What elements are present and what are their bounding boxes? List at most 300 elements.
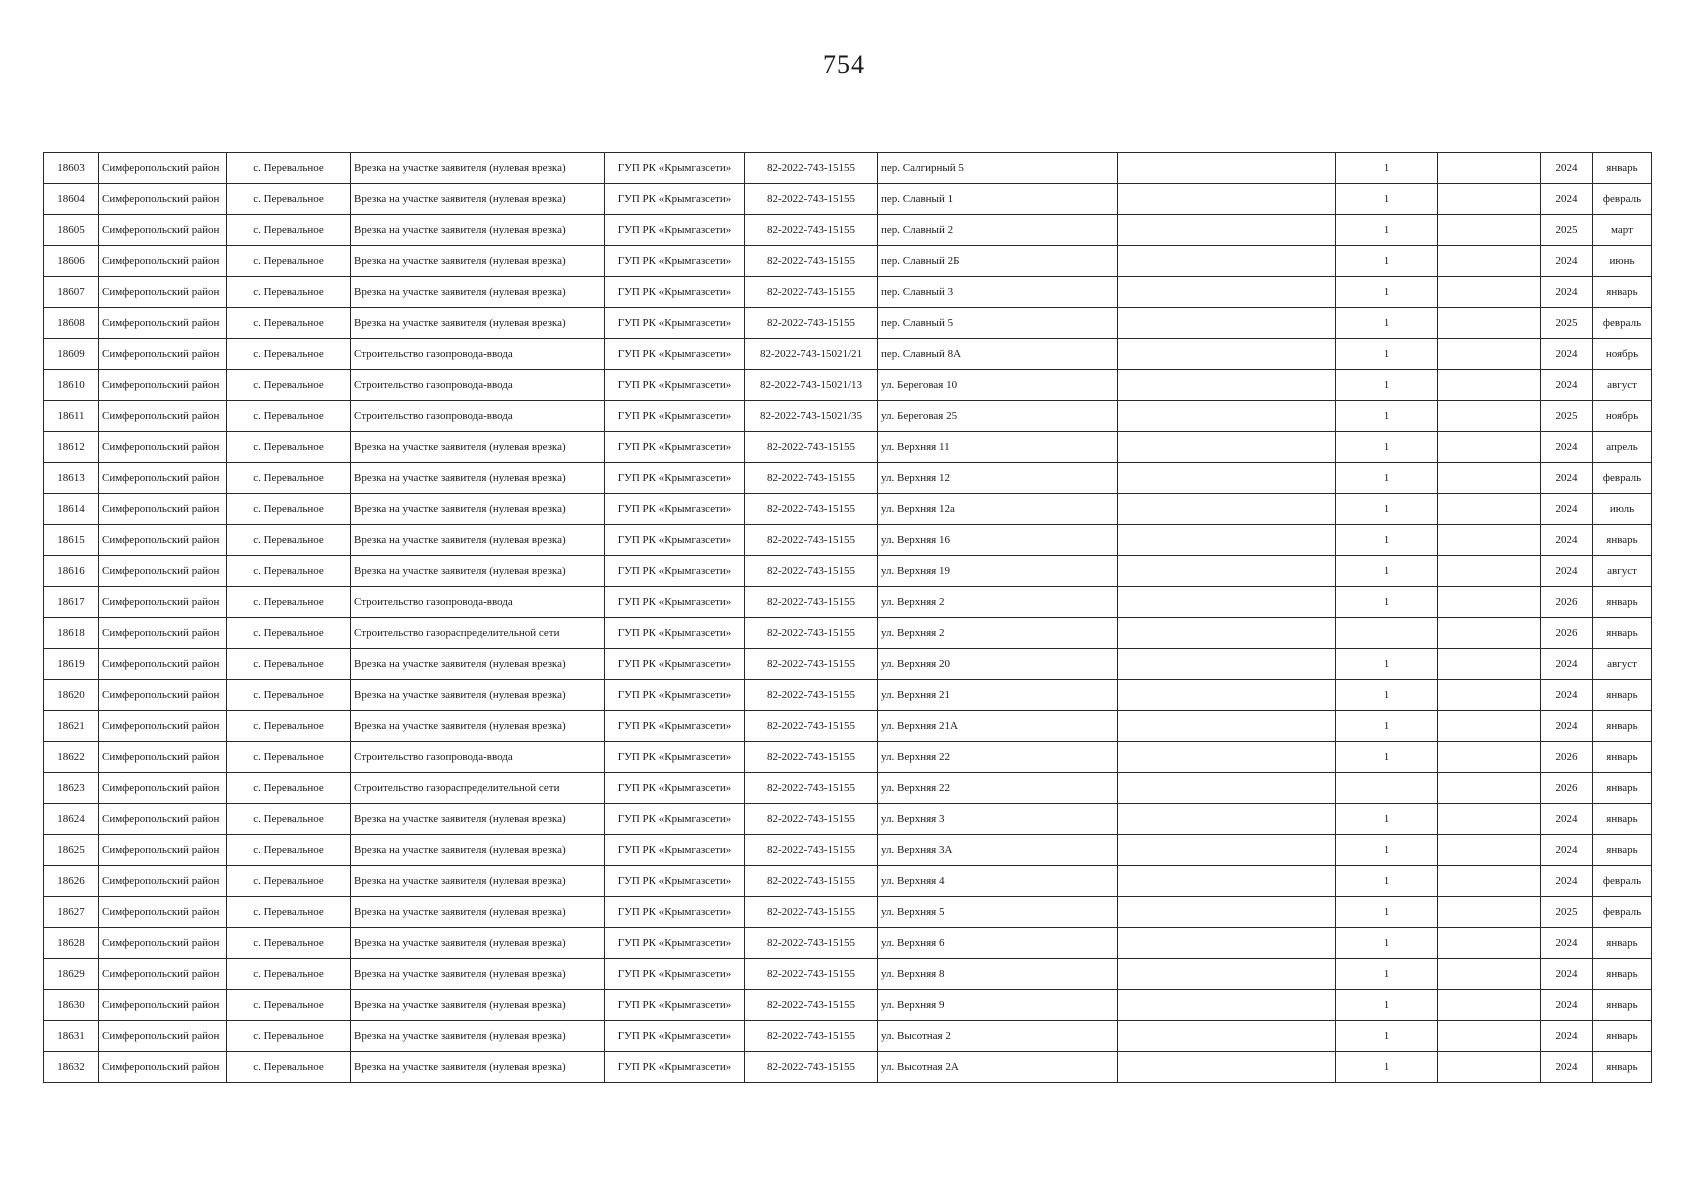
cell-count: 1 <box>1336 246 1438 277</box>
cell-document-number: 82-2022-743-15155 <box>745 494 878 525</box>
cell-work-type: Врезка на участке заявителя (нулевая врезка) <box>351 711 605 742</box>
cell-document-number: 82-2022-743-15155 <box>745 277 878 308</box>
cell-month: январь <box>1593 680 1652 711</box>
cell-work-type: Врезка на участке заявителя (нулевая врезка) <box>351 897 605 928</box>
cell-work-type: Строительство газопровода-ввода <box>351 742 605 773</box>
cell-locality: с. Перевальное <box>227 649 351 680</box>
cell-empty <box>1118 494 1336 525</box>
cell-empty <box>1118 153 1336 184</box>
cell-number: 18625 <box>44 835 99 866</box>
cell-organization: ГУП РК «Крымгазсети» <box>605 680 745 711</box>
cell-organization: ГУП РК «Крымгазсети» <box>605 246 745 277</box>
cell-work-type: Строительство газораспределительной сети <box>351 773 605 804</box>
cell-number: 18623 <box>44 773 99 804</box>
cell-number: 18605 <box>44 215 99 246</box>
cell-document-number: 82-2022-743-15155 <box>745 153 878 184</box>
cell-address: ул. Верхняя 11 <box>878 432 1118 463</box>
cell-organization: ГУП РК «Крымгазсети» <box>605 463 745 494</box>
cell-number: 18609 <box>44 339 99 370</box>
cell-organization: ГУП РК «Крымгазсети» <box>605 1052 745 1083</box>
cell-locality: с. Перевальное <box>227 742 351 773</box>
cell-document-number: 82-2022-743-15155 <box>745 959 878 990</box>
cell-month: январь <box>1593 587 1652 618</box>
cell-empty <box>1118 711 1336 742</box>
cell-district: Симферопольский район <box>99 184 227 215</box>
cell-empty <box>1118 835 1336 866</box>
cell-district: Симферопольский район <box>99 401 227 432</box>
cell-document-number: 82-2022-743-15155 <box>745 215 878 246</box>
cell-year: 2024 <box>1541 370 1593 401</box>
cell-empty <box>1438 959 1541 990</box>
cell-district: Симферопольский район <box>99 463 227 494</box>
cell-count: 1 <box>1336 184 1438 215</box>
cell-district: Симферопольский район <box>99 618 227 649</box>
cell-document-number: 82-2022-743-15155 <box>745 742 878 773</box>
cell-empty <box>1438 1052 1541 1083</box>
cell-empty <box>1438 432 1541 463</box>
cell-document-number: 82-2022-743-15155 <box>745 463 878 494</box>
cell-month: январь <box>1593 277 1652 308</box>
cell-document-number: 82-2022-743-15155 <box>745 711 878 742</box>
cell-month: август <box>1593 556 1652 587</box>
cell-address: ул. Верхняя 8 <box>878 959 1118 990</box>
cell-locality: с. Перевальное <box>227 308 351 339</box>
cell-district: Симферопольский район <box>99 866 227 897</box>
cell-locality: с. Перевальное <box>227 711 351 742</box>
table-row <box>44 525 1652 556</box>
cell-month: январь <box>1593 804 1652 835</box>
cell-organization: ГУП РК «Крымгазсети» <box>605 649 745 680</box>
cell-organization: ГУП РК «Крымгазсети» <box>605 401 745 432</box>
cell-district: Симферопольский район <box>99 153 227 184</box>
cell-district: Симферопольский район <box>99 277 227 308</box>
cell-empty <box>1438 711 1541 742</box>
cell-count: 1 <box>1336 370 1438 401</box>
cell-empty <box>1118 990 1336 1021</box>
cell-organization: ГУП РК «Крымгазсети» <box>605 897 745 928</box>
cell-document-number: 82-2022-743-15155 <box>745 184 878 215</box>
cell-organization: ГУП РК «Крымгазсети» <box>605 339 745 370</box>
registry-table <box>43 152 1652 1083</box>
cell-locality: с. Перевальное <box>227 773 351 804</box>
cell-address: ул. Высотная 2 <box>878 1021 1118 1052</box>
cell-year: 2024 <box>1541 804 1593 835</box>
cell-district: Симферопольский район <box>99 215 227 246</box>
cell-address: пер. Славный 1 <box>878 184 1118 215</box>
table-row <box>44 649 1652 680</box>
cell-empty <box>1118 246 1336 277</box>
cell-document-number: 82-2022-743-15155 <box>745 618 878 649</box>
cell-empty <box>1118 618 1336 649</box>
cell-address: ул. Верхняя 21 <box>878 680 1118 711</box>
cell-locality: с. Перевальное <box>227 618 351 649</box>
cell-empty <box>1438 246 1541 277</box>
cell-locality: с. Перевальное <box>227 556 351 587</box>
cell-work-type: Врезка на участке заявителя (нулевая врезка) <box>351 866 605 897</box>
table-row <box>44 556 1652 587</box>
cell-work-type: Врезка на участке заявителя (нулевая врезка) <box>351 215 605 246</box>
cell-locality: с. Перевальное <box>227 215 351 246</box>
cell-locality: с. Перевальное <box>227 525 351 556</box>
table-row <box>44 463 1652 494</box>
cell-year: 2024 <box>1541 494 1593 525</box>
cell-organization: ГУП РК «Крымгазсети» <box>605 866 745 897</box>
cell-month: январь <box>1593 711 1652 742</box>
cell-month: январь <box>1593 959 1652 990</box>
cell-locality: с. Перевальное <box>227 897 351 928</box>
cell-year: 2024 <box>1541 1052 1593 1083</box>
cell-address: ул. Верхняя 16 <box>878 525 1118 556</box>
cell-number: 18630 <box>44 990 99 1021</box>
cell-empty <box>1438 277 1541 308</box>
table-row <box>44 401 1652 432</box>
cell-locality: с. Перевальное <box>227 370 351 401</box>
cell-work-type: Строительство газопровода-ввода <box>351 587 605 618</box>
cell-document-number: 82-2022-743-15155 <box>745 587 878 618</box>
cell-empty <box>1438 990 1541 1021</box>
cell-month: март <box>1593 215 1652 246</box>
cell-count: 1 <box>1336 463 1438 494</box>
cell-number: 18631 <box>44 1021 99 1052</box>
cell-empty <box>1438 897 1541 928</box>
table-row <box>44 773 1652 804</box>
cell-work-type: Врезка на участке заявителя (нулевая врезка) <box>351 835 605 866</box>
cell-document-number: 82-2022-743-15155 <box>745 308 878 339</box>
cell-count: 1 <box>1336 928 1438 959</box>
cell-empty <box>1118 308 1336 339</box>
cell-empty <box>1438 928 1541 959</box>
cell-month: ноябрь <box>1593 401 1652 432</box>
cell-count: 1 <box>1336 835 1438 866</box>
table-row <box>44 928 1652 959</box>
cell-year: 2026 <box>1541 742 1593 773</box>
cell-number: 18629 <box>44 959 99 990</box>
cell-empty <box>1438 1021 1541 1052</box>
cell-work-type: Врезка на участке заявителя (нулевая врезка) <box>351 494 605 525</box>
cell-work-type: Врезка на участке заявителя (нулевая врезка) <box>351 463 605 494</box>
cell-work-type: Врезка на участке заявителя (нулевая врезка) <box>351 649 605 680</box>
cell-address: ул. Верхняя 2 <box>878 587 1118 618</box>
cell-year: 2024 <box>1541 680 1593 711</box>
cell-district: Симферопольский район <box>99 432 227 463</box>
cell-organization: ГУП РК «Крымгазсети» <box>605 804 745 835</box>
cell-empty <box>1118 959 1336 990</box>
cell-count <box>1336 773 1438 804</box>
cell-year: 2025 <box>1541 215 1593 246</box>
table-row <box>44 153 1652 184</box>
cell-count: 1 <box>1336 494 1438 525</box>
table-row <box>44 1021 1652 1052</box>
cell-number: 18606 <box>44 246 99 277</box>
cell-count: 1 <box>1336 959 1438 990</box>
page-number: 754 <box>823 50 865 79</box>
cell-address: ул. Высотная 2А <box>878 1052 1118 1083</box>
cell-number: 18622 <box>44 742 99 773</box>
cell-address: ул. Верхняя 3 <box>878 804 1118 835</box>
cell-document-number: 82-2022-743-15021/35 <box>745 401 878 432</box>
cell-year: 2024 <box>1541 835 1593 866</box>
cell-district: Симферопольский район <box>99 587 227 618</box>
cell-number: 18618 <box>44 618 99 649</box>
cell-number: 18632 <box>44 1052 99 1083</box>
cell-empty <box>1438 463 1541 494</box>
cell-address: ул. Верхняя 3А <box>878 835 1118 866</box>
cell-empty <box>1438 680 1541 711</box>
cell-organization: ГУП РК «Крымгазсети» <box>605 308 745 339</box>
cell-empty <box>1438 525 1541 556</box>
cell-empty <box>1118 804 1336 835</box>
cell-empty <box>1118 277 1336 308</box>
cell-empty <box>1118 556 1336 587</box>
cell-number: 18615 <box>44 525 99 556</box>
cell-count: 1 <box>1336 432 1438 463</box>
cell-empty <box>1118 866 1336 897</box>
cell-month: ноябрь <box>1593 339 1652 370</box>
table-row <box>44 370 1652 401</box>
cell-count: 1 <box>1336 680 1438 711</box>
cell-document-number: 82-2022-743-15155 <box>745 835 878 866</box>
cell-number: 18628 <box>44 928 99 959</box>
cell-district: Симферопольский район <box>99 370 227 401</box>
cell-address: ул. Верхняя 2 <box>878 618 1118 649</box>
table-row <box>44 215 1652 246</box>
table-row <box>44 246 1652 277</box>
cell-year: 2024 <box>1541 153 1593 184</box>
cell-month: февраль <box>1593 866 1652 897</box>
cell-empty <box>1118 649 1336 680</box>
cell-district: Симферопольский район <box>99 711 227 742</box>
cell-district: Симферопольский район <box>99 339 227 370</box>
cell-year: 2024 <box>1541 556 1593 587</box>
cell-number: 18613 <box>44 463 99 494</box>
cell-work-type: Врезка на участке заявителя (нулевая врезка) <box>351 990 605 1021</box>
table-row <box>44 277 1652 308</box>
cell-organization: ГУП РК «Крымгазсети» <box>605 277 745 308</box>
cell-document-number: 82-2022-743-15155 <box>745 1052 878 1083</box>
cell-year: 2024 <box>1541 1021 1593 1052</box>
cell-district: Симферопольский район <box>99 680 227 711</box>
cell-count: 1 <box>1336 339 1438 370</box>
cell-empty <box>1118 680 1336 711</box>
cell-organization: ГУП РК «Крымгазсети» <box>605 928 745 959</box>
cell-number: 18608 <box>44 308 99 339</box>
cell-month: август <box>1593 649 1652 680</box>
cell-empty <box>1118 587 1336 618</box>
cell-work-type: Врезка на участке заявителя (нулевая врезка) <box>351 959 605 990</box>
cell-document-number: 82-2022-743-15155 <box>745 432 878 463</box>
cell-empty <box>1438 494 1541 525</box>
cell-locality: с. Перевальное <box>227 1052 351 1083</box>
cell-count: 1 <box>1336 804 1438 835</box>
table-row <box>44 308 1652 339</box>
cell-number: 18614 <box>44 494 99 525</box>
cell-document-number: 82-2022-743-15021/21 <box>745 339 878 370</box>
cell-empty <box>1118 339 1336 370</box>
cell-count: 1 <box>1336 556 1438 587</box>
cell-address: ул. Верхняя 12а <box>878 494 1118 525</box>
cell-locality: с. Перевальное <box>227 587 351 618</box>
cell-empty <box>1438 153 1541 184</box>
cell-organization: ГУП РК «Крымгазсети» <box>605 184 745 215</box>
cell-count: 1 <box>1336 401 1438 432</box>
cell-count: 1 <box>1336 153 1438 184</box>
cell-count: 1 <box>1336 711 1438 742</box>
cell-document-number: 82-2022-743-15155 <box>745 897 878 928</box>
cell-count: 1 <box>1336 866 1438 897</box>
cell-month: август <box>1593 370 1652 401</box>
cell-district: Симферопольский район <box>99 835 227 866</box>
cell-work-type: Врезка на участке заявителя (нулевая врезка) <box>351 184 605 215</box>
cell-document-number: 82-2022-743-15155 <box>745 804 878 835</box>
cell-district: Симферопольский район <box>99 990 227 1021</box>
cell-address: пер. Славный 3 <box>878 277 1118 308</box>
cell-empty <box>1438 215 1541 246</box>
table-row <box>44 184 1652 215</box>
cell-locality: с. Перевальное <box>227 463 351 494</box>
cell-document-number: 82-2022-743-15021/13 <box>745 370 878 401</box>
cell-empty <box>1438 339 1541 370</box>
cell-locality: с. Перевальное <box>227 246 351 277</box>
cell-year: 2024 <box>1541 959 1593 990</box>
cell-organization: ГУП РК «Крымгазсети» <box>605 711 745 742</box>
cell-count: 1 <box>1336 897 1438 928</box>
cell-number: 18624 <box>44 804 99 835</box>
cell-document-number: 82-2022-743-15155 <box>745 773 878 804</box>
cell-address: ул. Верхняя 9 <box>878 990 1118 1021</box>
cell-document-number: 82-2022-743-15155 <box>745 680 878 711</box>
cell-organization: ГУП РК «Крымгазсети» <box>605 153 745 184</box>
cell-number: 18604 <box>44 184 99 215</box>
cell-organization: ГУП РК «Крымгазсети» <box>605 835 745 866</box>
cell-district: Симферопольский район <box>99 959 227 990</box>
cell-number: 18611 <box>44 401 99 432</box>
cell-document-number: 82-2022-743-15155 <box>745 1021 878 1052</box>
cell-month: февраль <box>1593 897 1652 928</box>
cell-month: июль <box>1593 494 1652 525</box>
cell-empty <box>1438 184 1541 215</box>
cell-empty <box>1118 897 1336 928</box>
cell-work-type: Врезка на участке заявителя (нулевая врезка) <box>351 1021 605 1052</box>
cell-empty <box>1438 401 1541 432</box>
cell-district: Симферопольский район <box>99 246 227 277</box>
table-row <box>44 804 1652 835</box>
cell-district: Симферопольский район <box>99 804 227 835</box>
cell-document-number: 82-2022-743-15155 <box>745 990 878 1021</box>
cell-document-number: 82-2022-743-15155 <box>745 556 878 587</box>
cell-empty <box>1118 773 1336 804</box>
table-row <box>44 711 1652 742</box>
table-row <box>44 835 1652 866</box>
cell-year: 2026 <box>1541 587 1593 618</box>
cell-month: июнь <box>1593 246 1652 277</box>
cell-number: 18610 <box>44 370 99 401</box>
cell-organization: ГУП РК «Крымгазсети» <box>605 587 745 618</box>
cell-locality: с. Перевальное <box>227 494 351 525</box>
cell-work-type: Строительство газопровода-ввода <box>351 370 605 401</box>
table-row <box>44 618 1652 649</box>
cell-organization: ГУП РК «Крымгазсети» <box>605 494 745 525</box>
cell-district: Симферопольский район <box>99 897 227 928</box>
cell-district: Симферопольский район <box>99 928 227 959</box>
cell-year: 2026 <box>1541 618 1593 649</box>
cell-work-type: Строительство газопровода-ввода <box>351 401 605 432</box>
cell-year: 2025 <box>1541 897 1593 928</box>
cell-document-number: 82-2022-743-15155 <box>745 928 878 959</box>
cell-year: 2024 <box>1541 990 1593 1021</box>
cell-year: 2024 <box>1541 184 1593 215</box>
cell-locality: с. Перевальное <box>227 1021 351 1052</box>
cell-month: январь <box>1593 525 1652 556</box>
table-row <box>44 432 1652 463</box>
cell-district: Симферопольский район <box>99 525 227 556</box>
cell-empty <box>1118 184 1336 215</box>
cell-locality: с. Перевальное <box>227 866 351 897</box>
cell-district: Симферопольский район <box>99 649 227 680</box>
table-row <box>44 742 1652 773</box>
cell-work-type: Врезка на участке заявителя (нулевая врезка) <box>351 525 605 556</box>
cell-empty <box>1438 587 1541 618</box>
cell-work-type: Врезка на участке заявителя (нулевая врезка) <box>351 680 605 711</box>
cell-empty <box>1438 308 1541 339</box>
cell-count: 1 <box>1336 990 1438 1021</box>
cell-empty <box>1118 432 1336 463</box>
cell-empty <box>1438 556 1541 587</box>
cell-organization: ГУП РК «Крымгазсети» <box>605 990 745 1021</box>
cell-locality: с. Перевальное <box>227 990 351 1021</box>
cell-organization: ГУП РК «Крымгазсети» <box>605 556 745 587</box>
cell-district: Симферопольский район <box>99 742 227 773</box>
table-body <box>44 153 1652 1083</box>
cell-year: 2024 <box>1541 463 1593 494</box>
cell-address: ул. Верхняя 22 <box>878 773 1118 804</box>
cell-month: январь <box>1593 1052 1652 1083</box>
table-row <box>44 897 1652 928</box>
cell-empty <box>1118 525 1336 556</box>
cell-count: 1 <box>1336 525 1438 556</box>
table-row <box>44 587 1652 618</box>
cell-count: 1 <box>1336 587 1438 618</box>
cell-number: 18619 <box>44 649 99 680</box>
cell-year: 2024 <box>1541 866 1593 897</box>
cell-count: 1 <box>1336 1052 1438 1083</box>
cell-district: Симферопольский район <box>99 1021 227 1052</box>
cell-month: январь <box>1593 153 1652 184</box>
cell-organization: ГУП РК «Крымгазсети» <box>605 432 745 463</box>
cell-empty <box>1438 835 1541 866</box>
cell-number: 18616 <box>44 556 99 587</box>
cell-locality: с. Перевальное <box>227 432 351 463</box>
cell-document-number: 82-2022-743-15155 <box>745 866 878 897</box>
cell-address: пер. Славный 2Б <box>878 246 1118 277</box>
cell-month: январь <box>1593 1021 1652 1052</box>
cell-work-type: Врезка на участке заявителя (нулевая врезка) <box>351 153 605 184</box>
cell-year: 2024 <box>1541 277 1593 308</box>
cell-empty <box>1438 649 1541 680</box>
cell-year: 2024 <box>1541 525 1593 556</box>
cell-organization: ГУП РК «Крымгазсети» <box>605 215 745 246</box>
cell-work-type: Врезка на участке заявителя (нулевая врезка) <box>351 246 605 277</box>
cell-address: ул. Верхняя 4 <box>878 866 1118 897</box>
cell-locality: с. Перевальное <box>227 277 351 308</box>
cell-number: 18603 <box>44 153 99 184</box>
cell-month: февраль <box>1593 463 1652 494</box>
cell-year: 2025 <box>1541 401 1593 432</box>
cell-organization: ГУП РК «Крымгазсети» <box>605 618 745 649</box>
cell-empty <box>1438 866 1541 897</box>
cell-number: 18607 <box>44 277 99 308</box>
cell-month: апрель <box>1593 432 1652 463</box>
cell-month: январь <box>1593 618 1652 649</box>
